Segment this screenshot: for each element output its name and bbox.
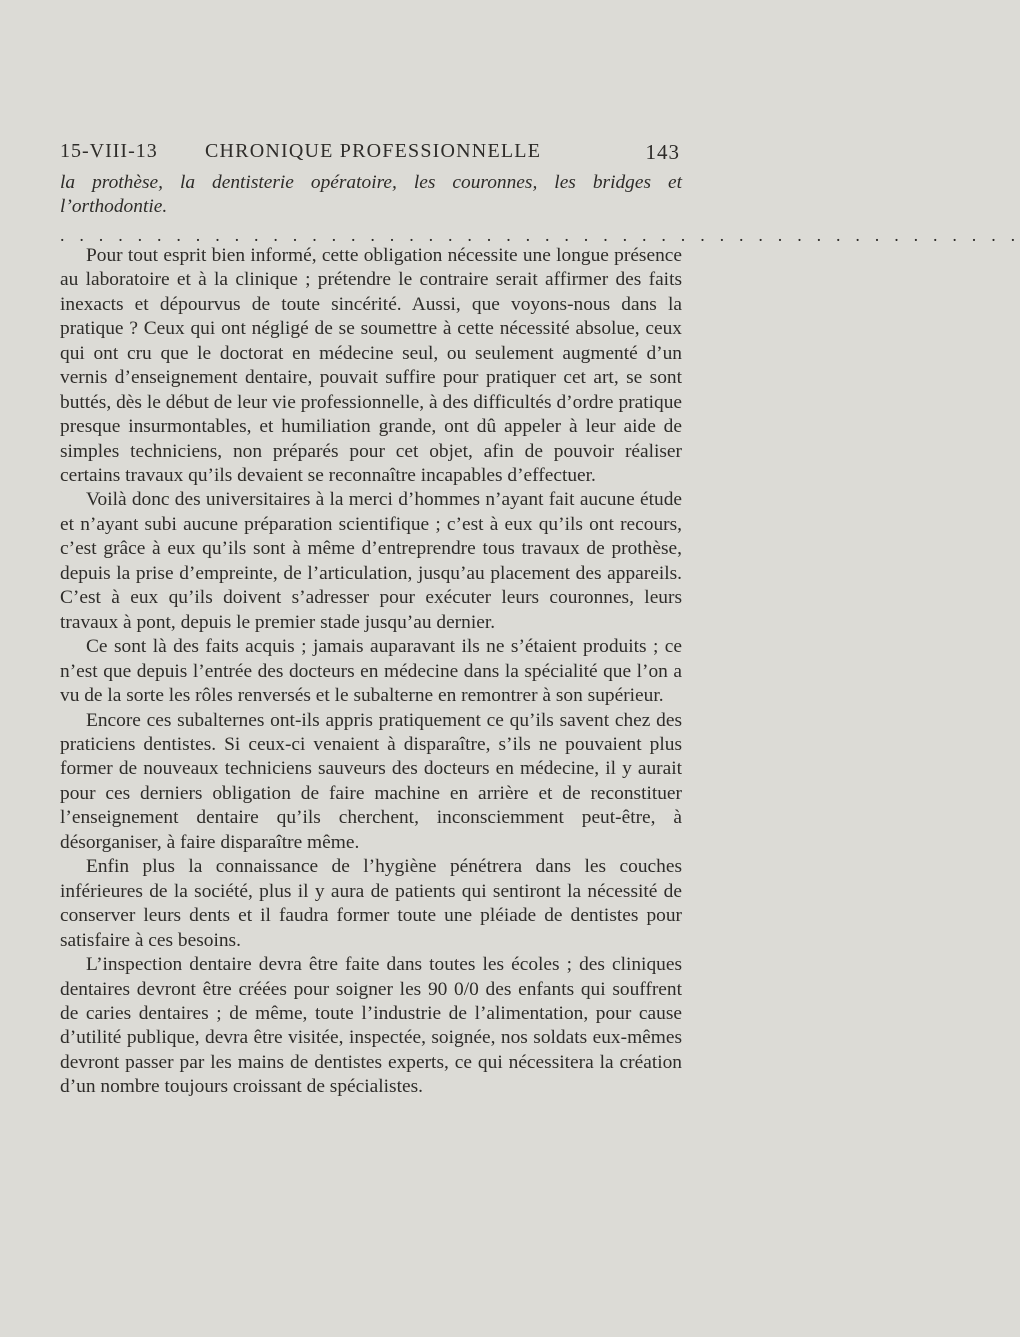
page-number: 143 bbox=[645, 140, 680, 164]
paragraph-2: Voilà donc des universitaires à la merci d’hommes n’ayant fait aucune étude et n’ayant subi aucune préparation scientifique ; c’est à eux qu’ils ont recours, c’est grâce à eux qu’ils sont à même d’entreprendre tous travaux de prothèse, depuis la prise d’empreinte, de l’articulation, jusqu’au placement des appareils. C’est à eux qu’ils doivent s’adresser pour exécuter leurs couronnes, leurs travaux à pont, depuis le premier stade jusqu’au dernier. bbox=[60, 489, 682, 633]
running-header bbox=[60, 140, 680, 168]
paragraph-6: L’inspection dentaire devra être faite dans toutes les écoles ; des cliniques dentaires devront être créées pour soigner les 90 0/0 des enfants qui souffrent de caries dentaires ; de même, toute l’industrie de l’alimentation, pour cause d’utilité publique, devra être visitée, inspectée, soignée, nos soldats eux-mêmes devront passer par les mains de dentistes experts, ce qui nécessitera la création d’un nombre toujours croissant de spécialistes. bbox=[60, 954, 682, 1098]
body-text bbox=[60, 171, 1020, 1100]
paragraph-1: Pour tout esprit bien informé, cette obligation nécessite une longue présence au laboratoire et à la clinique ; prétendre le contraire serait affirmer des faits inexacts et dépourvus de toute sincérité. Aussi, que voyons-nous dans la pratique ? Ceux qui ont négligé de se soumettre à cette nécessité absolue, ceux qui ont cru que le doctorat en médecine seul, ou seulement augmenté d’un vernis d’enseignement dentaire, pouvait suffire pour pratiquer cet art, se sont buttés, dès le début de leur vie professionnelle, à des difficultés d’ordre pratique presque insurmontables, et humiliation grande, ont dû appeler à leur aide de simples techniciens, non préparés pour cet objet, afin de pouvoir réaliser certains travaux qu’ils devaient se reconnaître incapables d’effectuer. bbox=[60, 244, 682, 486]
paragraph-4: Encore ces subalternes ont-ils appris pratiquement ce qu’ils savent chez des praticiens dentistes. Si ceux-ci venaient à disparaître, s’ils ne pouvaient plus former de nouveaux techniciens sauveurs des docteurs en médecine, il y aurait pour ces derniers obligation de faire machine en arrière et de reconstituer l’enseignement dentaire qu’ils cherchent, inconsciemment peut-être, à désorganiser, à faire disparaître même. bbox=[60, 709, 682, 853]
header-date: 15-VIII-13 bbox=[60, 140, 158, 162]
ellipsis-line: . . . . . . . . . . . . . . . . . . . . . . . . . . . . . . . . . . . . . . . . . . . . . . . . . . bbox=[60, 224, 1020, 245]
paragraph-3: Ce sont là des faits acquis ; jamais auparavant ils ne s’étaient produits ; ce n’est que depuis l’entrée des docteurs en médecine dans la spécialité que l’on a vu de la sorte les rôles renversés et le subalterne en remontrer à son supérieur. bbox=[60, 636, 682, 707]
opening-fragment: la prothèse, la dentisterie opératoire, les couronnes, les bridges et l’orthodontie. bbox=[60, 172, 682, 218]
paragraph-5: Enfin plus la connaissance de l’hygiène pénétrera dans les couches inférieures de la société, plus il y aura de patients qui sentiront la nécessité de conserver leurs dents et il faudra former toute une pléiade de dentistes pour satisfaire à ces besoins. bbox=[60, 856, 682, 951]
header-title: CHRONIQUE PROFESSIONNELLE bbox=[205, 140, 542, 162]
